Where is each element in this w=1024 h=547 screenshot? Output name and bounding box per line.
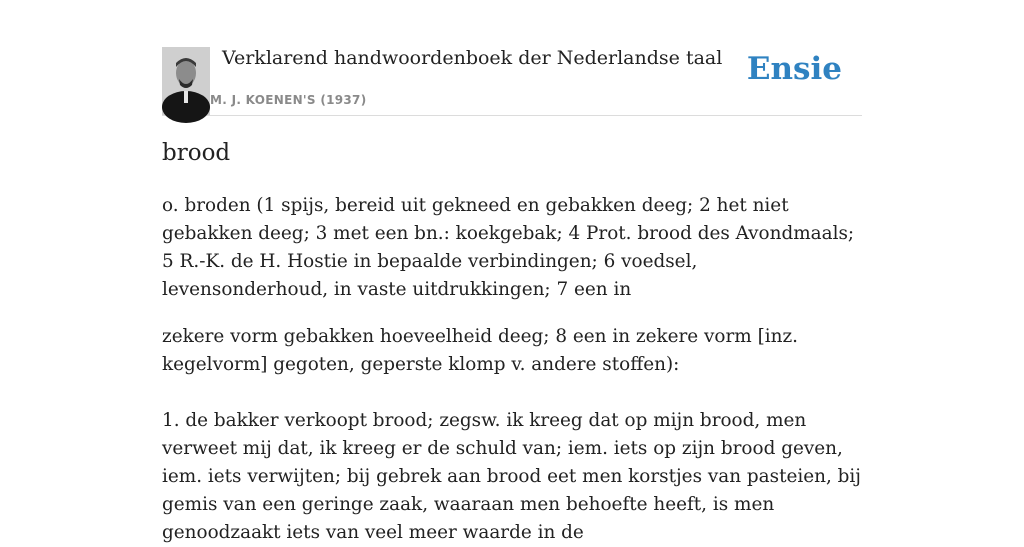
definition-paragraph: zekere vorm gebakken hoeveelheid deeg; 8 een in zekere vorm [inz. kegelvorm] gegoten, geperste klomp v. andere stoffen): bbox=[162, 326, 799, 375]
definition-paragraph: o. broden (1 spijs, bereid uit gekneed en gebakken deeg; 2 het niet gebakken deeg; 3 met een bn.: koekgebak; 4 Prot. brood des Avondmaals; 5 R.-K. de H. Hostie in bepaalde verbindingen; 6 voedsel, levensonderhoud, in vaste uitdrukkingen; 7 een in bbox=[162, 195, 855, 300]
entry-headword: brood bbox=[162, 140, 231, 166]
entry-definition bbox=[162, 192, 862, 547]
dictionary-subtitle: M. J. KOENEN'S (1937) bbox=[210, 93, 367, 107]
dictionary-title: Verklarend handwoordenboek der Nederlandse taal bbox=[222, 47, 723, 69]
definition-paragraph: 1. de bakker verkoopt brood; zegsw. ik kreeg dat op mijn brood, men verweet mij dat, ik kreeg er de schuld van; iem. iets op zijn brood geven, iem. iets verwijten; bij gebrek aan brood eet men korstjes van pasteien, bij gemis van een geringe zaak, waaraan men behoefte heeft, is men genoodzaakt iets van veel meer waarde in de bbox=[162, 410, 861, 543]
ensie-logo-link[interactable]: Ensie bbox=[746, 51, 842, 87]
author-portrait-icon bbox=[162, 47, 210, 115]
dictionary-header bbox=[162, 46, 862, 116]
